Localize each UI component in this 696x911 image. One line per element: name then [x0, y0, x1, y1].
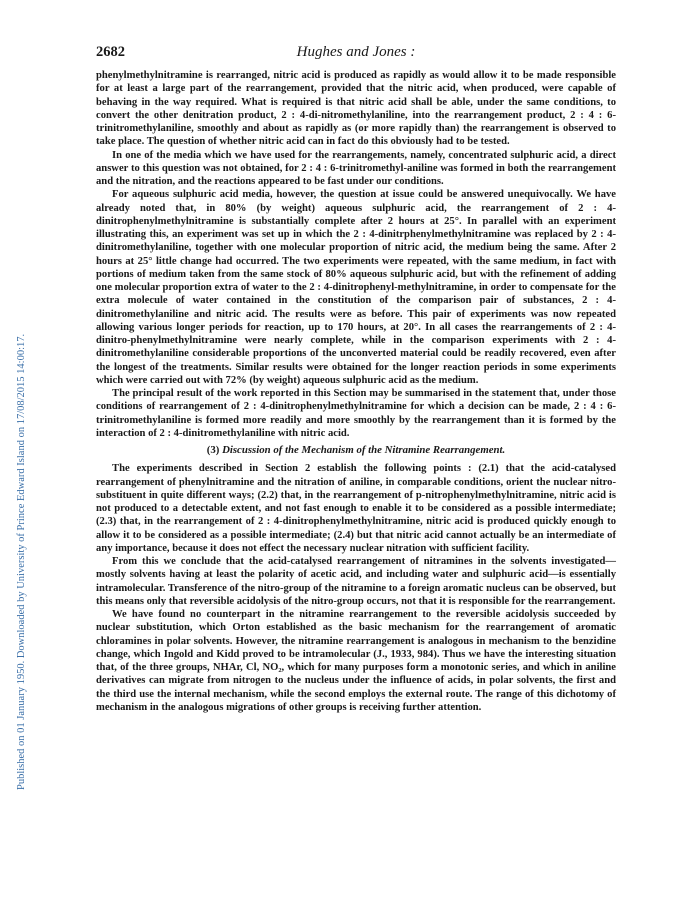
section-number: (3): [206, 444, 220, 456]
download-notice: Published on 01 January 1950. Downloaded by University of Prince Edward Island on 17/08/2015 14:00:17.: [16, 333, 27, 790]
paragraph: In one of the media which we have used for the rearrangements, namely, concentrated sulphuric acid, a direct answer to this question was not obtained, for 2 : 4 : 6-trinitromethyl-aniline was formed in both the rearrangement and the nitration, and the reactions appeared to be fast under our conditions.: [96, 149, 616, 187]
running-head: Hughes and Jones :: [296, 44, 416, 60]
paragraph: For aqueous sulphuric acid media, however, the question at issue could be answered unequivocally. We have already noted that, in 80% (by weight) aqueous sulphuric acid, the rearrangement of 2 : 4-dinitrophenylmethylnitramine is substantially complete after 2 hours at 25°. In parallel with an experiment illustrating this, an experiment was set up in which the 2 : 4-dinitrphenylmethylnitramine was replaced by 2 : 4-dinitromethylaniline, together with one molecular proportion of nitric acid, the medium being the same. After 2 hours at 25° little change had occurred. The two experiments were repeated, with the same medium, in fact with portions of medium taken from the same stock of 80% aqueous sulphuric acid, but with the refinement of adding one molecular proportion extra of water to the 2 : 4-dinitrophenyl-methylnitramine, in order to compensate for the extra molecule of water contained in the constitution of the comparison pair of substances, 2 : 4-dinitromethylaniline and nitric acid. The results were as before. This pair of experiments was now repeated allowing various longer periods for reaction, up to 170 hours, at 20°. In all cases the rearrangements of 2 : 4-dinitro-phenylmethylnitramine were nearly complete, while in the comparison experiments with 2 : 4-dinitromethylaniline considerable proportions of the unconverted material could be readily recovered, even after the longest of the treatments. Similar results were obtained for the longer reaction periods in some experiments which were carried out with 72% (by weight) aqueous sulphuric acid as the medium.: [96, 189, 616, 386]
download-watermark: [4, 90, 27, 790]
section-heading: [96, 444, 616, 457]
paragraph: We have found no counterpart in the nitramine rearrangement to the reversible acidolysis succeeded by nuclear substitution, which Orton established as the basic mechanism for the rearrangement of aromatic chloramines in polar solvents. However, the nitramine rearrangement is analogous in mechanism to the benzidine change, which Ingold and Kidd proved to be intramolecular (J., 1933, 984). Thus we have the interesting situation that, of the three groups, NHAr, Cl, NO₂, which for many purposes form a monotonic series, and which in aniline derivatives can migrate from nitrogen to the nucleus under the influence of acids, in polar solvents, the first and the third use the internal mechanism, while the second employs the external route. The range of this dichotomy of mechanism in the analogous migrations of other groups is receiving further attention.: [96, 609, 616, 713]
section-title: Discussion of the Mechanism of the Nitramine Rearrangement.: [222, 444, 506, 456]
paragraph: The principal result of the work reported in this Section may be summarised in the statement that, under those conditions of rearrangement of 2 : 4-dinitrophenylmethylnitramine for which a decision can be made, 2 : 4 : 6-trinitromethylaniline is formed more readily and more smoothly by the rearrangement than it is formed by the interaction of 2 : 4-dinitromethylaniline with nitric acid.: [96, 388, 616, 439]
paragraph: The experiments described in Section 2 establish the following points : (2.1) that the acid-catalysed rearrangement of phenylnitramine and the nitration of aniline, in comparable conditions, orient the nuclear nitro-substituent in quite different ways; (2.2) that, in the rearrangement of p-nitrophenylmethylnitramine, nitric acid is not produced to a detectable extent, and not fast enough to enable it to be considered as a possible intermediate; (2.3) that, in the rearrangement of 2 : 4-dinitrophenylmethylnitramine, nitric acid is produced quickly enough to allow it to be considered as a possible intermediate; (2.4) but that nitric acid cannot actually be an intermediate of any importance, because it does not effect the necessary nuclear nitration with sufficient facility.: [96, 463, 616, 554]
paragraph: From this we conclude that the acid-catalysed rearrangement of nitramines in the solvents investigated—mostly solvents having at least the polarity of acetic acid, and including water and sulphuric acid—is essentially intramolecular. Transference of the nitro-group of the nitramine to a foreign aromatic nucleus can be observed, but this means only that reversible acidolysis of the nitro-group occurs, not that it is responsible for the rearrangement.: [96, 556, 616, 607]
paragraph-continued: phenylmethylnitramine is rearranged, nitric acid is produced as rapidly as would allow it to be made responsible for at least a large part of the rearrangement, provided that the nitric acid, when produced, were capable of behaving in the way required. What is required is that nitric acid shall be able, under the same conditions, to convert the other denitration product, 2 : 4-di-nitromethylaniline, into the rearrangement product, 2 : 4 : 6-trinitromethylaniline, smoothly and about as rapidly as (or more rapidly than) the rearrangement is observed to take place. The question of whether nitric acid can in fact do this obviously had to be tested.: [96, 70, 616, 148]
page-header: [96, 44, 616, 64]
article-body: [96, 69, 616, 714]
page-number: 2682: [96, 44, 125, 60]
